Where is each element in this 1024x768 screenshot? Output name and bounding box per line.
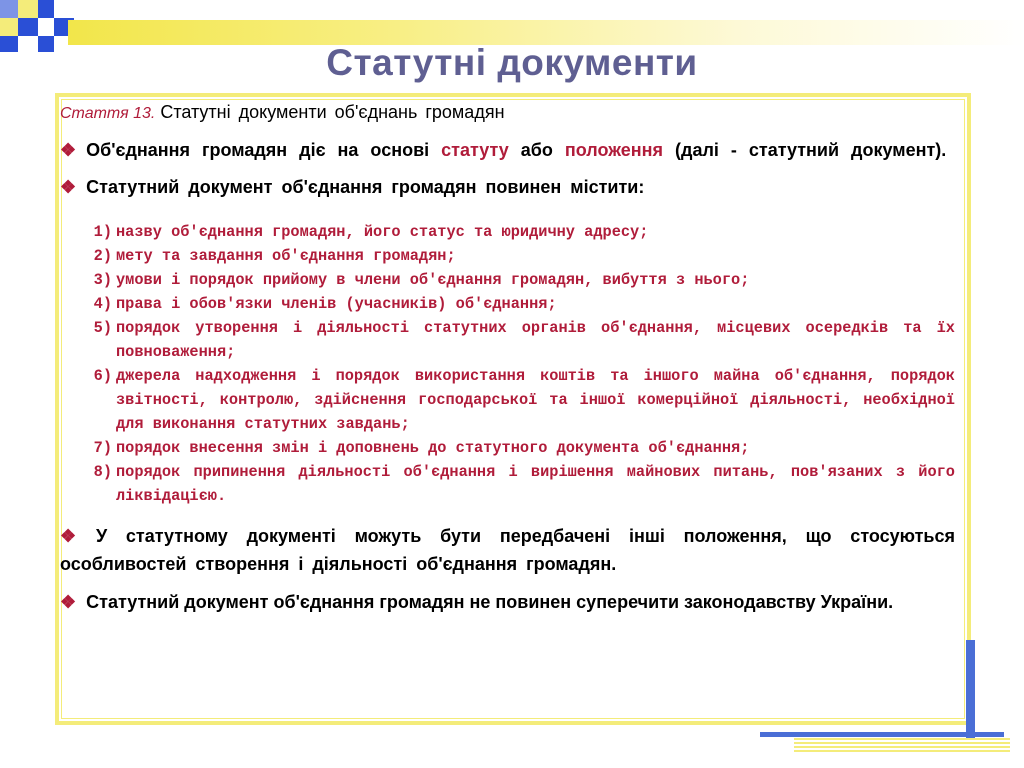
term-polozhennia: положення	[564, 140, 664, 160]
list-item: 2) мету та завдання об'єднання громадян;	[93, 247, 456, 265]
list-item: 5) порядок утворення і діяльності статутних органів об'єднання, місцевих осередків та їх повноваження;	[93, 319, 955, 361]
term-statut: статуту	[441, 140, 509, 160]
paragraph-other-provisions: ❖ У статутному документі можуть бути передбачені інші положення, що стосуються особливостей створення і діяльності об'єднання громадян.	[60, 526, 955, 574]
corner-horizontal-line	[760, 732, 1004, 737]
slide-title: Статутні документи	[326, 42, 698, 83]
diamond-bullet-icon: ❖	[60, 177, 77, 197]
diamond-bullet-icon: ❖	[60, 592, 77, 612]
requirements-list	[80, 220, 955, 508]
paragraph-basis: ❖ Об'єднання громадян діє на основі статуту або положення (далі - статутний документ).	[60, 140, 947, 160]
list-item: 6) джерела надходження і порядок використання коштів та іншого майна об'єднання, порядок звітності, контролю, здійснення господарської та іншої комерційної діяльності, необхідної для виконання статутних завдань;	[93, 367, 955, 433]
article-label: Стаття 13.	[60, 105, 156, 122]
list-item: 8) порядок припинення діяльності об'єднання і вирішення майнових питань, пов'язаних з його ліквідацією.	[93, 463, 955, 505]
list-item: 1) назву об'єднання громадян, його статус та юридичну адресу;	[93, 223, 649, 241]
list-item: 7) порядок внесення змін і доповнень до статутного документа об'єднання;	[93, 439, 750, 457]
list-item: 3) умови і порядок прийому в члени об'єднання громадян, вибуття з нього;	[93, 271, 750, 289]
paragraph-contents-intro: ❖ Статутний документ об'єднання громадян повинен містити:	[60, 177, 645, 197]
slide-content	[60, 96, 955, 618]
article-title: Статутні документи об'єднань громадян	[160, 102, 505, 122]
list-item: 4) права і обов'язки членів (учасників) об'єднання;	[93, 295, 557, 313]
corner-stripes-decoration	[794, 738, 1010, 752]
paragraph-legislation: ❖ Статутний документ об'єднання громадян не повинен суперечити законодавству України.	[60, 592, 894, 612]
diamond-bullet-icon: ❖	[60, 140, 77, 160]
diamond-bullet-icon: ❖	[60, 526, 86, 546]
article-heading	[60, 100, 955, 124]
